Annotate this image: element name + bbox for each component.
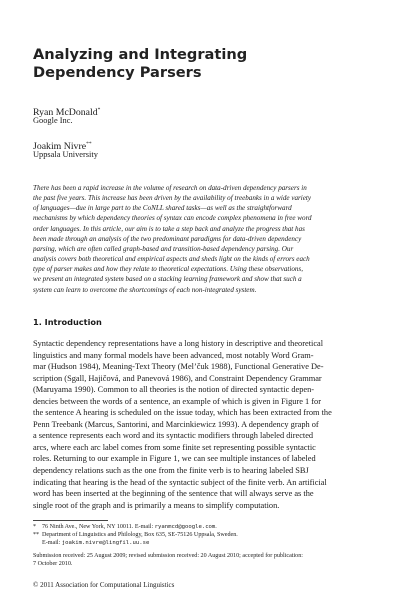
abstract	[33, 183, 373, 295]
introduction-line: a sentence represents each word and its syntactic modifiers through labeled directed	[33, 431, 314, 441]
footnote-1-mark: *	[33, 524, 37, 530]
abstract-line: system can learn to overcome the shortcomings of each non-integrated system.	[33, 285, 257, 294]
footnote-rule	[33, 520, 108, 521]
introduction-line: Syntactic dependency representations have a long history in descriptive and theoretical	[33, 339, 324, 348]
introduction-line: dencies between the words of a sentence, an example of which is given in Figure 1 for	[33, 396, 321, 406]
copyright-notice: © 2011 Association for Computational Linguistics	[33, 581, 175, 589]
footnote-2-line-2	[33, 539, 149, 547]
title-line-2: Dependency Parsers	[33, 64, 202, 81]
abstract-line: There has been a rapid increase in the volume of research on data-driven dependency parsers in	[33, 184, 307, 192]
introduction-line: word has been inserted at the beginning of the sentence that will always serve as the	[33, 489, 314, 499]
author-1-mark: *	[97, 107, 101, 113]
abstract-line: the past five years. This increase has been driven by the availability of treebanks in a wide variety	[33, 194, 312, 203]
introduction-line: linguistics and many formal models have been advanced, most notably Word Gram-	[33, 350, 314, 360]
introduction-line: Penn Treebank (Marcus, Santorini, and Marcinkiewicz 1993). A dependency graph of	[33, 419, 319, 429]
introduction-line: scription (Sgall, Hajičová, and Panevová 1986), and Constraint Dependency Grammar	[33, 373, 322, 383]
footnote-2	[33, 531, 238, 539]
introduction-line: arcs, where each arc label comes from some finite set representing possible syntactic	[33, 442, 316, 452]
footnote-1-end: .	[215, 524, 217, 530]
introduction-line: mar (Hudson 1984), Meaning-Text Theory (Mel’čuk 1988), Functional Generative De-	[33, 362, 324, 372]
footnote-2-text: Department of Linguistics and Philology, Box 635, SE-75126 Uppsala, Sweden.	[42, 532, 238, 538]
author-2-name: Joakim Nivre	[33, 141, 87, 153]
abstract-line: type of parser makes and how they relate to theoretical expectations. Using these observations,	[33, 265, 303, 274]
footnote-2-mark: **	[33, 532, 40, 538]
author-1-affiliation: Google Inc.	[33, 116, 73, 125]
submission-info	[33, 552, 303, 568]
introduction-line: single root of the graph and is primarily a means to simplify computation.	[33, 500, 280, 510]
introduction-line: (Maruyama 1990). Common to all theories is the notion of directed syntactic depen-	[33, 385, 315, 395]
abstract-line: we present an integrated system based on a stacking learning framework and show that such a	[33, 275, 302, 284]
section-heading: 1. Introduction	[33, 317, 102, 327]
title-line-1: Analyzing and Integrating	[33, 46, 248, 63]
abstract-line: analysis covers both theoretical and empirical aspects and sheds light on the kinds of errors each	[33, 255, 310, 264]
abstract-line: parsing, which are often called graph-based and transition-based dependency parsing. Our	[33, 244, 294, 253]
abstract-line: mechanisms by which dependency theories of syntax can encode complex phenomena in free word	[33, 214, 312, 223]
abstract-line: of languages—due in large part to the CoNLL shared tasks—as well as the straightforward	[33, 204, 292, 213]
abstract-line: been made through an analysis of the two predominant paradigms for data-driven dependency	[33, 234, 302, 243]
introduction-line: roles. Returning to our example in Figure 1, we can see multiple instances of labeled	[33, 454, 316, 464]
author-2-affiliation: Uppsala University	[33, 150, 98, 159]
paper-title	[33, 46, 333, 82]
introduction-text	[33, 338, 373, 511]
footnote-1-email: ryanmcd@google.com	[154, 524, 216, 530]
introduction-line: dependency relations such as the one from the finite verb is to hearing labeled SBJ	[33, 466, 309, 476]
introduction-line: indicating that hearing is the head of the syntactic subject of the finite verb. An artificial	[33, 477, 327, 487]
submission-line-2: 7 October 2010.	[33, 561, 73, 568]
footnote-1	[33, 523, 217, 531]
footnote-1-text: 76 Ninth Ave., New York, NY 10011. E-mail:	[42, 524, 155, 530]
submission-line-1: Submission received: 25 August 2009; revised submission received: 20 August 2010; accepted for publication:	[33, 553, 303, 559]
introduction-line: the sentence A hearing is scheduled on the issue today, which has been extracted from the	[33, 408, 332, 418]
footnote-2-email-label: E-mail:	[42, 540, 62, 546]
author-2-mark: **	[86, 141, 92, 147]
footnote-2-email: joakim.nivre@lingfil.uu.se	[61, 540, 150, 546]
abstract-line: order languages. In this article, our aim is to take a step back and analyze the progress that has	[33, 224, 305, 233]
author-1-name: Ryan McDonald	[33, 107, 98, 119]
